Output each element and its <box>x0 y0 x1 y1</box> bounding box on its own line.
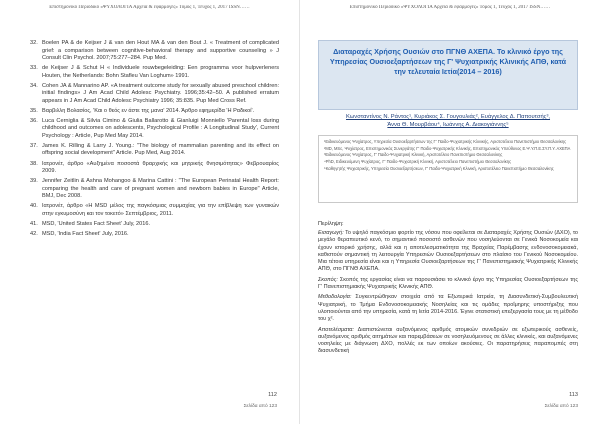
paragraph-label: Αποτελέσματα: <box>318 326 354 333</box>
reference-list <box>30 40 279 241</box>
abstract-paragraph <box>318 294 578 323</box>
right-page <box>300 0 600 424</box>
affiliation: ²MD, MSc, Ψυχίατρος, Επιστημονικός Συνεργάτης Γ' Παιδο-Ψυχιατρικής Κλινικής, Επιστημονικός Υπεύθυνος Ε.Ψ.Υ.Π.Ε.ΣΥ.Π.Υ. ΑΧΕΠΑ <box>324 145 571 151</box>
reference-text: Boelen PA & de Keijser J & van den Hout MA & van den Bout J. « Treatment of complicated grief: a comparison between cognitive-behavioral therapy and supportive counseling » J Consult Clin Psychol. 2007;75:277–284. Pup Med. <box>42 40 279 61</box>
paragraph-text: Συγκεντρώθηκαν στοιχεία από τα Εξωτερικά Ιατρεία, τη Διασυνδετική-Συμβουλευτική Ψυχιατρική, το Τμήμα Ενδονοσοκομειακής Νοσηλείας και τις ομάδες προΐμηρης υποστήριξης που υλοποιούνται από την υπηρεσία, κατά τη Ιετία 2014-2016. Έγινε στατιστική επεξεργασία τους με τη μέθοδο του χ². <box>318 294 578 323</box>
reference-text: Jennifer Zeitlin & Ashna Mohangoo & Marina Cattini : "The European Perinatal Health Report: comparing the health and care of pregnant women and newborn babies in Europe" Article, BMJ, Dec 2008. <box>42 178 279 200</box>
reference-item <box>30 161 279 176</box>
reference-item <box>30 83 279 106</box>
reference-item <box>30 118 279 141</box>
reference-number: 38. <box>30 160 38 167</box>
reference-number: 35. <box>30 107 38 114</box>
reference-text: Βαρβιλλη Βολασίος, 'Και ο θεός εν άστε της μανα' 2014. Άρθρο εφημερίδα 'Η Ραδικοί'. <box>42 107 255 114</box>
reference-text: MSD, 'United States Fact Sheet' July, 2016. <box>42 220 151 227</box>
affiliation: ⁵Καθηγητής Ψυχιατρικής, Υπηρεσία Ουσιοεξαρτήσεων, Γ' Παιδο-Ψυχιατρική Κλινική, Αριστοτέλειο Πανεπιστήμιο Θεσσαλονίκης <box>324 165 554 171</box>
article-title: Διαταραχές Χρήσης Ουσιών στο ΠΓΝΘ ΑΧΕΠΑ. Το κλινικό έργο της Υπηρεσίας Ουσιοεξαρτήσεων της Γ' Ψυχιατρικής Κλινικής ΑΠΘ, κατά την τελευταία Ιετία(2014 – 2016) <box>329 47 567 76</box>
paragraph-label: Μεθοδολογία: <box>318 294 352 301</box>
paragraph-text: Σκοπός της εργασίας είναι να παρουσιάσει το κλινικό έργο της Υπηρεσίας Ουσιοεξαρτήσεων της Γ' Πανεπιστημιακής Ψυχιατρικής Κλινικής ΑΠΘ. <box>318 276 578 291</box>
reference-item <box>30 40 279 63</box>
author-list <box>318 113 578 129</box>
affiliation: ⁴PhD, Ειδικευόμενη Ψυχίατρος, Γ' Παιδο-Ψυχιατρική Κλινική, Αριστοτέλειο Πανεπιστήμιο Θεσσαλονίκης <box>324 159 512 165</box>
reference-number: 40. <box>30 203 38 210</box>
reference-item <box>30 178 279 201</box>
reference-item <box>30 231 279 239</box>
reference-text: Ιατρονέτ, άρθρο «H MSD μέλος της παγκόσμιας συμμαχίας για την επίβλεψη των γυναικών στην εγκυμοσύνη και τον τοκετό» Σεπτέμβριος, 2011. <box>42 203 279 217</box>
reference-text: MSD, 'India Fact Sheet' July, 2016. <box>42 230 129 237</box>
running-header: Επιστημονικό Περιοδικό «ΨΥΧΟΛΟΓΙΑ Αρχεία & εφαρμογές» Τόμος 1, Τεύχος 1, 2017 ISSN…… <box>349 5 551 10</box>
reference-number: 42. <box>30 230 38 237</box>
abstract-paragraph <box>318 327 578 356</box>
page-footer: Σελίδα από 123 <box>243 404 277 409</box>
abstract-heading: Περίληψη: <box>318 221 344 227</box>
affiliation: ¹Ειδικευόμενος Ψυχίατρος, Υπηρεσία Ουσιοεξαρτήσεων της Γ' Παιδο-Ψυχιατρικής Κλινικής, Αριστοτέλειο Πανεπιστήμιο Θεσσαλονίκης <box>324 139 567 144</box>
reference-number: 33. <box>30 65 38 72</box>
authors-line: Κωνσταντίνος Ν. Ράντος¹, Κυριάκος Σ. Γουγουλιάς², Ευάγγελος Δ. Παπουτσής³, <box>345 114 551 120</box>
abstract-paragraph <box>318 230 578 274</box>
reference-number: 37. <box>30 142 38 149</box>
affiliations-box <box>318 135 578 203</box>
reference-item <box>30 143 279 158</box>
reference-text: Ιατρονέτ, άρθρο «Αυξημένα ποσοστά θραρχικής και μητρικής θνησιμότητας» Φεβρουαρίος 2009. <box>42 160 279 175</box>
reference-text: Luca Cerniglia & Silvia Cimino & Giulia Ballarotto & Gianluigi Monniello 'Parental loss during childhood and outcomes on adolescents, Psychological Profile : A Longitudinal Study', Current Psychology : Article, Pup Med May 2014. <box>42 117 279 139</box>
reference-number: 34. <box>30 82 38 89</box>
reference-text: de Keijser J & Schut H « Individuele rouwbegeleiding: Een programma voor hulpverleners Houten, the Netherlands: Bohn Stafleu Van Loghum» 1991. <box>42 65 279 79</box>
reference-text: James K. Rilling & Larry J. Young.: "The biology of mammalian parenting and its effect on offspring social development" Article. Pup Med, Aug 2014. <box>42 142 279 157</box>
reference-item <box>30 221 279 229</box>
reference-item <box>30 65 279 80</box>
page-number: 112 <box>268 392 277 398</box>
reference-number: 36. <box>30 117 38 124</box>
affiliation: ³Ειδικευόμενος Ψυχίατρος, Γ' Παιδο-Ψυχιατρική Κλινική, Αριστοτέλειο Πανεπιστήμιο Θεσσαλονίκης <box>324 152 503 158</box>
abstract <box>318 221 578 359</box>
reference-text: Cohen JA & Mannarino AP. «A treatment outcome study for sexually abused preschool children: initial findings» J Am Acad Child Adolesc Psychiatry. 1996;35:42–50. A published erratum appears in J Am Acad Child Adolesc Psychiatry 1996; 35:835. Pup Med Cross Ref. <box>42 82 279 104</box>
paragraph-label: Σκοπός: <box>318 276 338 283</box>
page-footer: Σελίδα από 123 <box>544 404 578 409</box>
page-number: 113 <box>569 392 578 398</box>
authors-line: Άννα Θ. Μουρβάου⁴, Ιωάννης Α. Διακογιάννης⁵ <box>387 122 509 128</box>
reference-number: 39. <box>30 178 38 185</box>
running-header: Επιστημονικό Περιοδικό «ΨΥΧΟΛΟΓΙΑ Αρχεία & εφαρμογές» Τόμος 1, Τεύχος 1, 2017 ISSN…… <box>49 5 250 10</box>
article-title-box <box>318 40 578 110</box>
reference-number: 41. <box>30 220 38 227</box>
paragraph-text: Το υψηλό παγκόσμιο φορτίο της νόσου που οφείλεται σε Διαταραχές Χρήσης Ουσιών (ΔΧΟ), το μεγάλο θεραπευτικό κενό, το σημαντικό ποσοστό ασθενών που νοσηλεύονται σε Γενικά Νοσοκομεία και έχουν ιστορικό χρήσης, αλλά και η αποτελεσματικότητα της Βραχείας Παρέμβασης ενδονοσοκομειακά, καθιστούν σημαντική τη λειτουργία Υπηρεσιών Ουσιοεξαρτήσεων στο πλαίσιο του Γενικού Νοσοκομείου. Μια τέτοια υπηρεσία είναι και η Υπηρεσία Ουσιοεξαρτήσεων της Γ' Πανεπιστημιακής Ψυχιατρικής Κλινικής ΑΠΘ, στο ΠΓΝΘ ΑΧΕΠΑ. <box>318 230 578 273</box>
paragraph-label: Εισαγωγή: <box>318 230 344 236</box>
paragraph-text: Διαπιστώνεται αυξανόμενος αριθμός ατομικών συνεδριών σε εξωτερικούς ασθενείς, αυξανόμενος αριθμός αιτημάτων και παρεμβάσεων σε νοσηλευόμενους σε άλλες κλινικές, και αυξανόμενες νοσηλείες με διάγνωση ΔΧΟ, πολλές εκ των οποίων ακούσιες. Οι παρατηρήσεις παραπομπές στη διασυνδετική <box>318 326 578 355</box>
abstract-paragraph <box>318 277 578 292</box>
reference-number: 32. <box>30 40 38 46</box>
reference-item <box>30 108 279 116</box>
reference-item <box>30 203 279 218</box>
